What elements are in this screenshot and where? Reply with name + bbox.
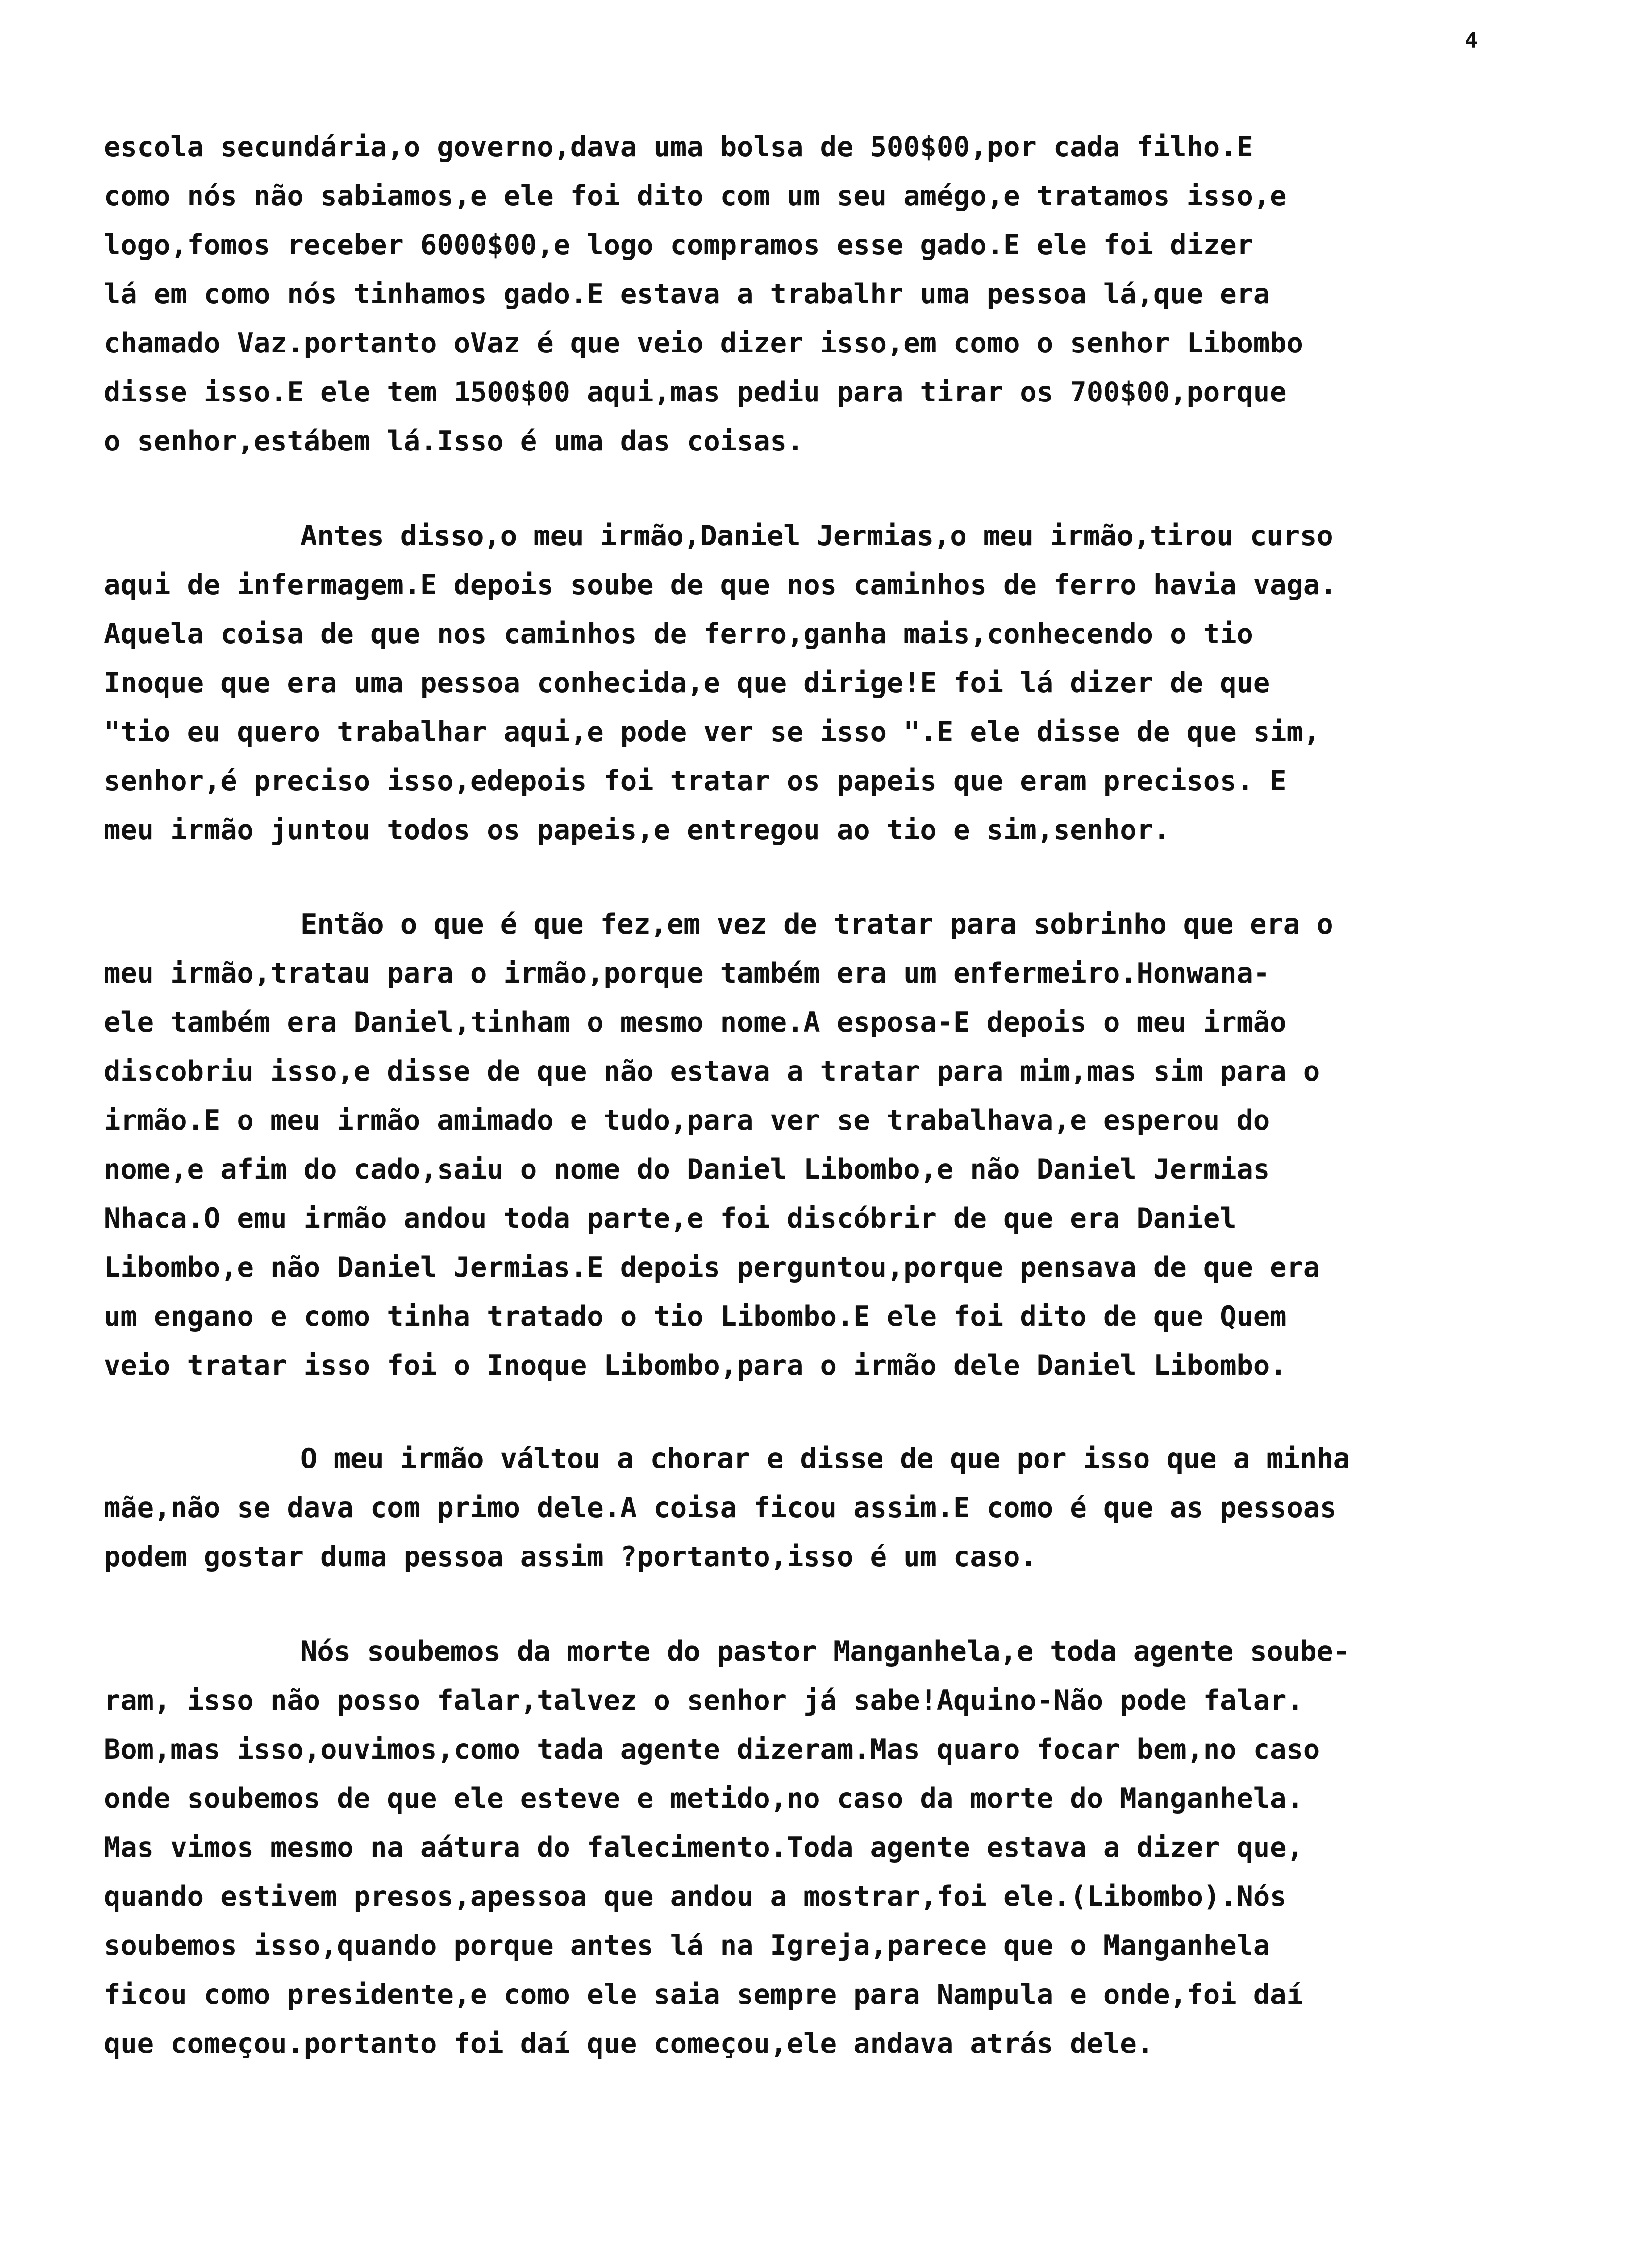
- text-line: ficou como presidente,e como ele saia sempre para Nampula e onde,foi daí: [104, 1979, 1303, 2011]
- text-line: nome,e afim do cado,saiu o nome do Daniel Libombo,e não Daniel Jermias: [104, 1153, 1270, 1185]
- text-line: Então o que é que fez,em vez de tratar para sobrinho que era o: [300, 908, 1333, 940]
- text-line: logo,fomos receber 6000$00,e logo compramos esse gado.E ele foi dizer: [104, 229, 1253, 261]
- text-line: onde soubemos de que ele esteve e metido,no caso da morte do Manganhela.: [104, 1783, 1303, 1815]
- text-line: ram, isso não posso falar,talvez o senhor já sabe!Aquino-Não pode falar.: [104, 1684, 1303, 1717]
- paragraph-3: [104, 900, 1550, 1390]
- paragraph-4: [104, 1434, 1550, 1582]
- text-line: veio tratar isso foi o Inoque Libombo,para o irmão dele Daniel Libombo.: [104, 1350, 1287, 1382]
- text-line: podem gostar duma pessoa assim ?portanto,isso é um caso.: [104, 1541, 1037, 1573]
- paragraph-2: [104, 512, 1550, 855]
- text-line: ele também era Daniel,tinham o mesmo nome.A esposa-E depois o meu irmão: [104, 1006, 1287, 1038]
- paragraph-1: [104, 123, 1550, 466]
- text-line: escola secundária,o governo,dava uma bolsa de 500$00,por cada filho.E: [104, 131, 1253, 163]
- text-line: o senhor,estábem lá.Isso é uma das coisas.: [104, 425, 804, 457]
- paragraph-5: [104, 1627, 1550, 2068]
- text-line: mãe,não se dava com primo dele.A coisa ficou assim.E como é que as pessoas: [104, 1492, 1337, 1524]
- text-line: Antes disso,o meu irmão,Daniel Jermias,o meu irmão,tirou curso: [300, 520, 1333, 552]
- text-line: quando estivem presos,apessoa que andou a mostrar,foi ele.(Libombo).Nós: [104, 1881, 1287, 1913]
- text-line: O meu irmão váltou a chorar e disse de que por isso que a minha: [300, 1443, 1350, 1475]
- text-line: Mas vimos mesmo na aátura do falecimento.Toda agente estava a dizer que,: [104, 1832, 1303, 1864]
- text-line: discobriu isso,e disse de que não estava a tratar para mim,mas sim para o: [104, 1055, 1320, 1087]
- text-line: Libombo,e não Daniel Jermias.E depois perguntou,porque pensava de que era: [104, 1251, 1320, 1284]
- text-line: aqui de infermagem.E depois soube de que nos caminhos de ferro havia vaga.: [104, 569, 1337, 601]
- page-number: 4: [1465, 28, 1478, 53]
- text-line: Bom,mas isso,ouvimos,como tada agente dizeram.Mas quaro focar bem,no caso: [104, 1734, 1320, 1766]
- text-line: "tio eu quero trabalhar aqui,e pode ver se isso ".E ele disse de que sim,: [104, 716, 1320, 748]
- text-line: disse isso.E ele tem 1500$00 aqui,mas pediu para tirar os 700$00,porque: [104, 376, 1287, 408]
- text-line: senhor,é preciso isso,edepois foi tratar os papeis que eram precisos. E: [104, 765, 1287, 797]
- text-line: que começou.portanto foi daí que começou,ele andava atrás dele.: [104, 2028, 1153, 2060]
- text-line: lá em como nós tinhamos gado.E estava a trabalhr uma pessoa lá,que era: [104, 278, 1270, 310]
- text-line: chamado Vaz.portanto oVaz é que veio dizer isso,em como o senhor Libombo: [104, 327, 1303, 359]
- text-line: meu irmão juntou todos os papeis,e entregou ao tio e sim,senhor.: [104, 814, 1170, 846]
- text-line: irmão.E o meu irmão amimado e tudo,para ver se trabalhava,e esperou do: [104, 1104, 1270, 1136]
- text-line: um engano e como tinha tratado o tio Libombo.E ele foi dito de que Quem: [104, 1301, 1287, 1333]
- text-line: Inoque que era uma pessoa conhecida,e que dirige!E foi lá dizer de que: [104, 667, 1270, 699]
- text-line: soubemos isso,quando porque antes lá na Igreja,parece que o Manganhela: [104, 1930, 1270, 1962]
- text-line: meu irmão,tratau para o irmão,porque também era um enfermeiro.Honwana-: [104, 957, 1270, 989]
- text-line: Nós soubemos da morte do pastor Manganhela,e toda agente soube-: [300, 1635, 1350, 1668]
- text-line: Aquela coisa de que nos caminhos de ferro,ganha mais,conhecendo o tio: [104, 618, 1253, 650]
- text-line: Nhaca.O emu irmão andou toda parte,e foi discóbrir de que era Daniel: [104, 1202, 1237, 1234]
- text-line: como nós não sabiamos,e ele foi dito com um seu amégo,e tratamos isso,e: [104, 180, 1287, 212]
